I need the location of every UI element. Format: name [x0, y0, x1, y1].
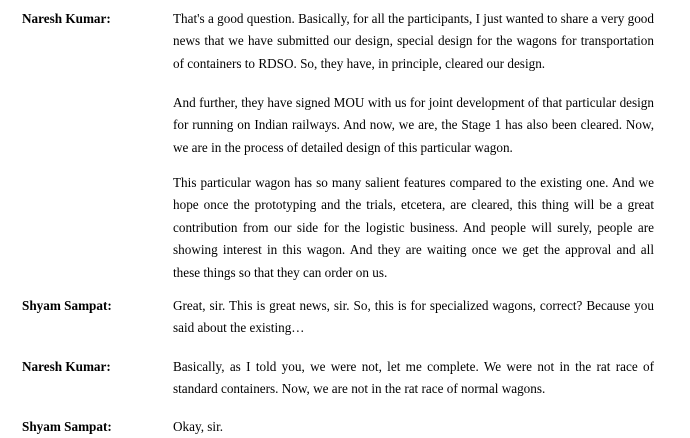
- speaker-name: Naresh Kumar:: [22, 11, 111, 26]
- transcript-paragraph: Great, sir. This is great news, sir. So, this is for specialized wagons, correct? Because you said about the existing…: [173, 298, 654, 336]
- transcript-paragraph: Okay, sir.: [173, 419, 224, 434]
- transcript-paragraph: And further, they have signed MOU with us for joint development of that particular design for running on Indian railways. And now, we are, the Stage 1 has also been cleared. Now, we are in the process of detailed design of this particular wagon.: [173, 95, 654, 155]
- transcript-paragraph: That's a good question. Basically, for all the participants, I just wanted to share a very good news that we have submitted our design, special design for the wagons for transportation of containers to RDSO. So, they have, in principle, cleared our design.: [173, 11, 654, 71]
- speaker-name: Shyam Sampat:: [22, 419, 112, 434]
- speaker-name: Naresh Kumar:: [22, 359, 111, 374]
- transcript-paragraph: Basically, as I told you, we were not, let me complete. We were not in the rat race of standard containers. Now, we are not in the rat race of normal wagons.: [173, 359, 654, 397]
- speaker-name: Shyam Sampat:: [22, 298, 112, 313]
- transcript-paragraph: This particular wagon has so many salient features compared to the existing one. And we hope once the prototyping and the trials, etcetera, are cleared, this thing will be a great contribution from our side for the logistic business. And people will surely, people are showing interest in this wagon. And they are waiting once we get the approval and all these things so that they can order on us.: [173, 175, 654, 280]
